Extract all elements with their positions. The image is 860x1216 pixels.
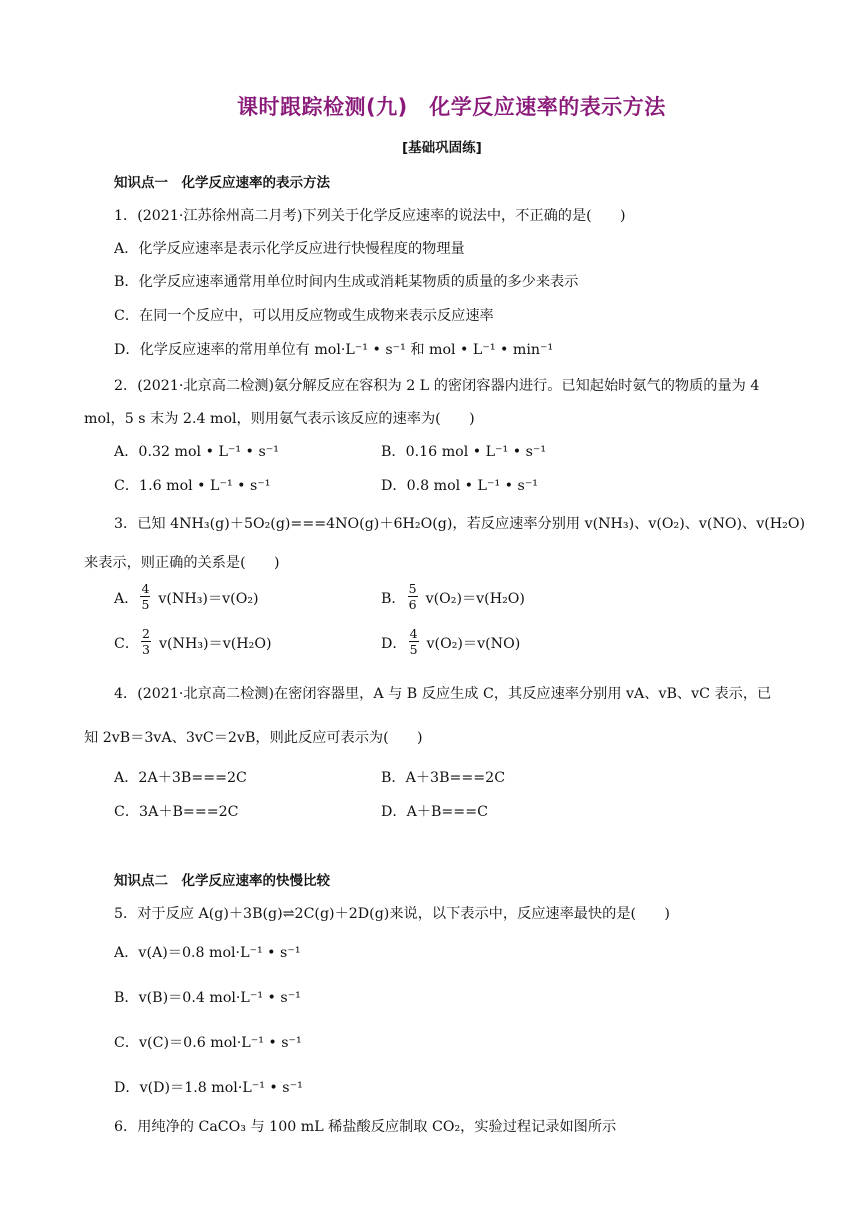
question-4-option-a: A．2A＋3B===2C — [114, 770, 247, 786]
page-subtitle: [基础巩固练] — [402, 140, 482, 156]
question-3-option-a — [114, 582, 259, 613]
fraction-denominator: 3 — [142, 642, 150, 657]
fraction — [408, 581, 418, 612]
question-2-stem-line-2: mol，5 s 末为 2.4 mol，则用氨气表示该反应的速率为( ) — [84, 411, 475, 427]
option-text: v(O₂)＝v(H₂O) — [425, 590, 525, 607]
question-6-stem: 6．用纯净的 CaCO₃ 与 100 mL 稀盐酸反应制取 CO₂，实验过程记录如图所示 — [114, 1119, 617, 1135]
fraction — [409, 626, 419, 657]
question-5-stem: 5．对于反应 A(g)＋3B(g)⇌2C(g)＋2D(g)来说，以下表示中，反应速率最快的是( ) — [114, 906, 670, 922]
question-2-option-b: B．0.16 mol • L⁻¹ • s⁻¹ — [381, 444, 547, 460]
question-1-option-b: B．化学反应速率通常用单位时间内生成或消耗某物质的质量的多少来表示 — [114, 274, 579, 290]
question-3-option-d — [381, 627, 520, 658]
question-3-option-c — [114, 627, 272, 658]
fraction-denominator: 5 — [141, 597, 150, 612]
question-5-option-d: D．v(D)＝1.8 mol·L⁻¹ • s⁻¹ — [114, 1080, 303, 1096]
question-4-option-b: B．A＋3B===2C — [381, 770, 506, 786]
fraction — [140, 581, 150, 612]
question-2-option-d: D．0.8 mol • L⁻¹ • s⁻¹ — [381, 478, 538, 494]
question-1-stem: 1．(2021·江苏徐州高二月考)下列关于化学反应速率的说法中，不正确的是( ) — [114, 208, 626, 224]
question-5-option-a: A．v(A)＝0.8 mol·L⁻¹ • s⁻¹ — [114, 945, 301, 961]
question-1-option-c: C．在同一个反应中，可以用反应物或生成物来表示反应速率 — [114, 308, 494, 324]
option-text: v(NH₃)＝v(O₂) — [158, 590, 259, 607]
option-text: v(NH₃)＝v(H₂O) — [159, 635, 272, 652]
question-1-option-a: A．化学反应速率是表示化学反应进行快慢程度的物理量 — [114, 241, 465, 257]
option-label: C． — [114, 635, 140, 652]
fraction-denominator: 5 — [409, 642, 418, 657]
question-4-stem-line-2: 知 2vB＝3vA、3vC＝2vB，则此反应可表示为( ) — [84, 730, 423, 746]
question-5-option-b: B．v(B)＝0.4 mol·L⁻¹ • s⁻¹ — [114, 990, 301, 1006]
fraction-numerator: 4 — [141, 581, 150, 596]
question-2-option-a: A．0.32 mol • L⁻¹ • s⁻¹ — [114, 444, 279, 460]
page-title: 课时跟踪检测(九) 化学反应速率的表示方法 — [237, 95, 666, 119]
option-label: D． — [381, 635, 407, 652]
question-4-option-d: D．A＋B===C — [381, 804, 488, 820]
question-3-option-b — [381, 582, 525, 613]
question-3-stem-line-1: 3．已知 4NH₃(g)＋5O₂(g)===4NO(g)＋6H₂O(g)，若反应速率分别用 v(NH₃)、v(O₂)、v(NO)、v(H₂O) — [114, 516, 806, 532]
section-heading-1: 知识点一 化学反应速率的表示方法 — [114, 175, 330, 191]
fraction-numerator: 4 — [409, 626, 418, 641]
option-label: A． — [114, 590, 139, 607]
question-4-stem-line-1: 4．(2021·北京高二检测)在密闭容器里，A 与 B 反应生成 C，其反应速率分别用 vA、vB、vC 表示，已 — [114, 686, 772, 702]
section-heading-2: 知识点二 化学反应速率的快慢比较 — [114, 873, 330, 889]
option-text: v(O₂)＝v(NO) — [426, 635, 521, 652]
fraction-numerator: 2 — [142, 626, 150, 641]
question-1-option-d: D．化学反应速率的常用单位有 mol·L⁻¹ • s⁻¹ 和 mol • L⁻¹ • min⁻¹ — [114, 342, 554, 358]
option-label: B． — [381, 590, 406, 607]
fraction-denominator: 6 — [408, 597, 417, 612]
question-4-option-c: C．3A＋B===2C — [114, 804, 239, 820]
question-5-option-c: C．v(C)＝0.6 mol·L⁻¹ • s⁻¹ — [114, 1035, 302, 1051]
question-2-option-c: C．1.6 mol • L⁻¹ • s⁻¹ — [114, 478, 271, 494]
fraction — [141, 626, 151, 657]
question-3-stem-line-2: 来表示，则正确的关系是( ) — [84, 555, 280, 571]
fraction-numerator: 5 — [408, 581, 417, 596]
question-2-stem-line-1: 2．(2021·北京高二检测)氨分解反应在容积为 2 L 的密闭容器内进行。已知起始时氨气的物质的量为 4 — [114, 378, 760, 394]
